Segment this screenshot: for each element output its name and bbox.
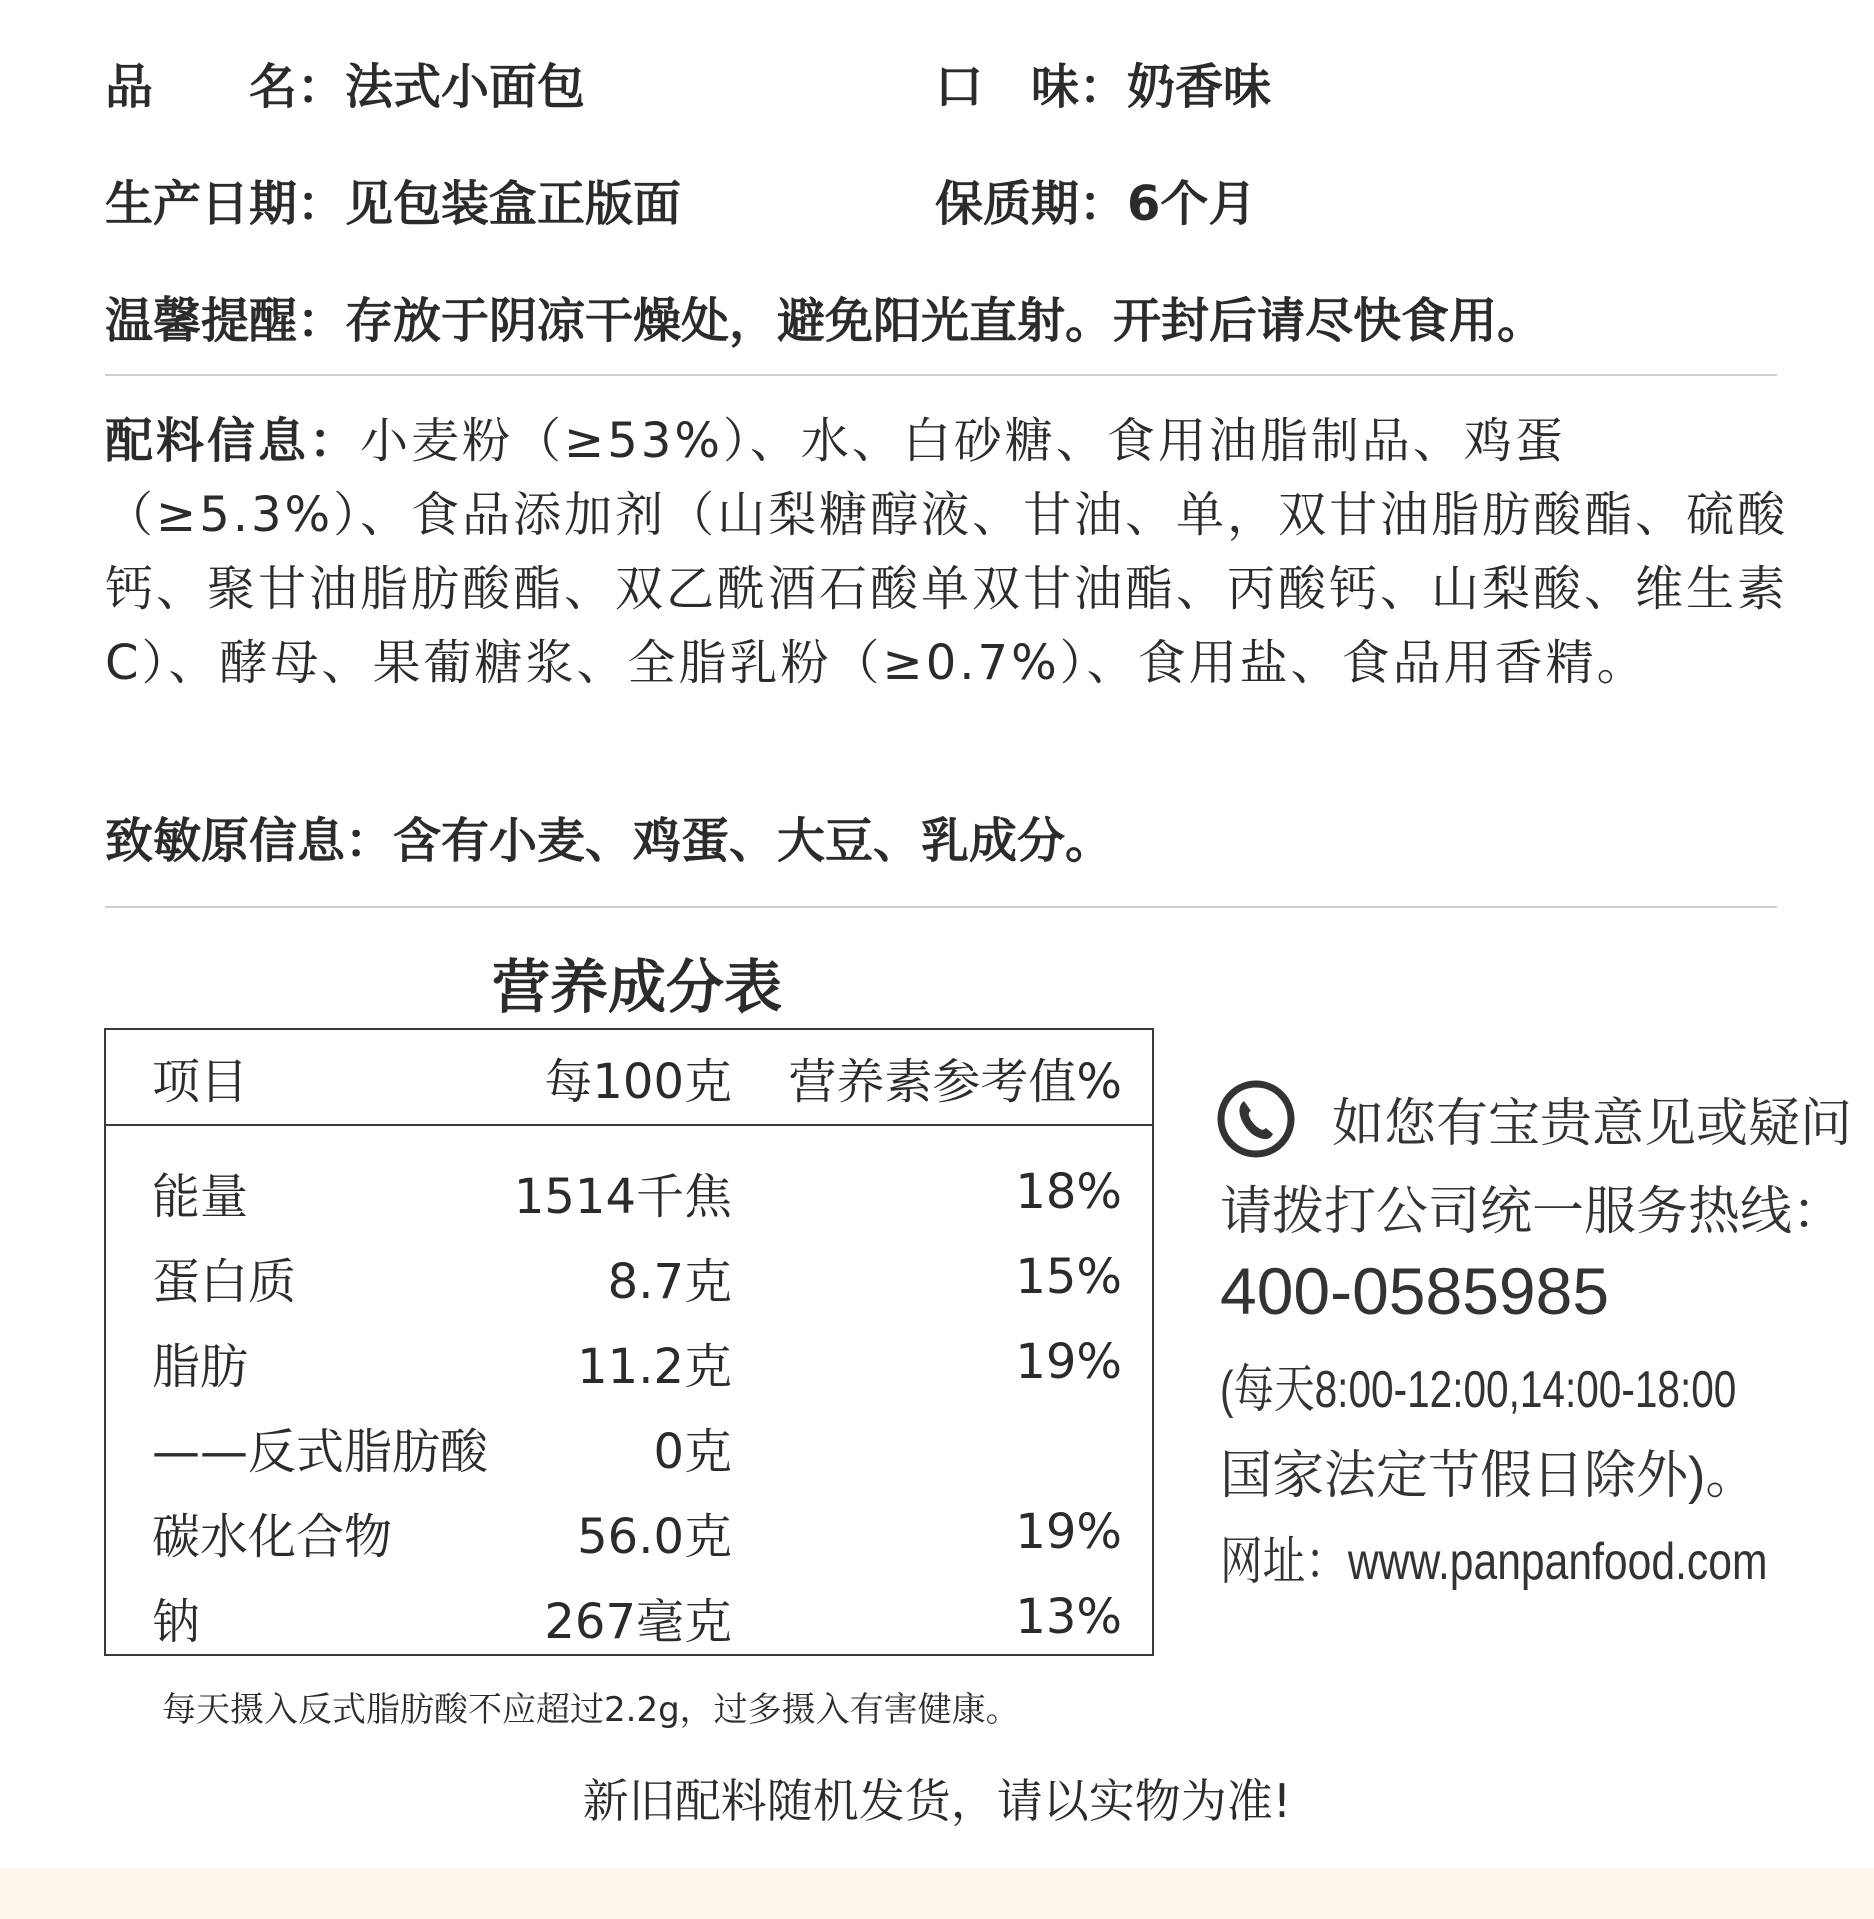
row-name: 钠 <box>152 1593 201 1650</box>
allergen-label: 致敏原信息： <box>105 813 394 869</box>
table-row-carbohydrate <box>106 1490 1152 1574</box>
row-name: 脂肪 <box>152 1338 249 1395</box>
production-date-label: 生产日期： <box>105 176 346 232</box>
ingredients-label: 配料信息： <box>105 413 361 469</box>
trans-fat-note: 每天摄入反式脂肪酸不应超过2.2g，过多摄入有害健康。 <box>162 1690 1020 1730</box>
table-row-trans-fat <box>106 1405 1152 1489</box>
product-name-value: 法式小面包 <box>345 59 586 115</box>
row-amount: 267毫克 <box>544 1593 732 1650</box>
header-per-100g: 每100克 <box>544 1053 732 1110</box>
phone-icon <box>1216 1079 1296 1159</box>
row-amount: 11.2克 <box>577 1338 732 1395</box>
row-name: 碳水化合物 <box>152 1508 393 1565</box>
shelf-life-label: 保质期： <box>935 176 1128 232</box>
nutrition-table <box>104 1028 1154 1656</box>
row-nrv: 18% <box>1015 1164 1122 1220</box>
row-amount: 56.0克 <box>577 1508 732 1565</box>
ingredients-text: 小麦粉（≥53%）、水、白砂糖、食用油脂制品、鸡蛋（≥5.3%）、食品添加剂（山梨糖醇液、甘油、单，双甘油脂肪酸酯、硫酸钙、聚甘油脂肪酸酯、双乙酰酒石酸单双甘油酯、丙酸钙、山梨酸、维生素C）、酵母、果葡糖浆、全脂乳粉（≥0.7%）、食用盐、食品用香精。 <box>105 413 1789 691</box>
shelf-life-row <box>935 165 1256 234</box>
contact-line-2: 请拨打公司统一服务热线： <box>1220 1183 1845 1241</box>
ingredients-block <box>105 404 1795 700</box>
nutrition-table-title: 营养成分表 <box>491 953 782 1021</box>
nutrition-table-header <box>106 1030 1152 1126</box>
header-nrv: 营养素参考值% <box>788 1053 1122 1110</box>
shelf-life-value: 6个月 <box>1127 176 1257 232</box>
production-date-value: 见包装盒正版面 <box>345 176 682 232</box>
storage-tip-label: 温馨提醒： <box>105 293 346 349</box>
row-name: ——反式脂肪酸 <box>152 1423 489 1480</box>
row-amount: 1514千焦 <box>513 1168 732 1225</box>
row-nrv: 15% <box>1015 1249 1122 1305</box>
allergen-text: 含有小麦、鸡蛋、大豆、乳成分。 <box>393 813 1114 869</box>
product-name-label: 品 名： <box>105 59 346 115</box>
divider-middle <box>105 906 1777 908</box>
service-hours-1: (每天8:00-12:00,14:00-18:00 <box>1220 1361 1737 1419</box>
hotline-number: 400-0585985 <box>1220 1254 1610 1328</box>
row-nrv: 13% <box>1015 1589 1122 1645</box>
row-nrv: 19% <box>1015 1504 1122 1560</box>
bottom-band <box>0 1868 1874 1919</box>
flavor-label: 口 味： <box>935 59 1128 115</box>
service-hours-2: 国家法定节假日除外)。 <box>1220 1447 1758 1505</box>
production-date-row <box>105 165 681 234</box>
row-amount: 0克 <box>653 1423 732 1480</box>
row-name: 能量 <box>152 1168 249 1225</box>
row-amount: 8.7克 <box>607 1253 732 1310</box>
header-item: 项目 <box>152 1053 249 1110</box>
website-link[interactable]: 网址：www.panpanfood.com <box>1220 1533 1768 1591</box>
storage-tip-row <box>105 282 1545 351</box>
contact-line-1: 如您有宝贵意见或疑问 <box>1332 1095 1853 1153</box>
flavor-row <box>935 48 1271 117</box>
storage-tip-value: 存放于阴凉干燥处，避免阳光直射。开封后请尽快食用。 <box>345 293 1546 349</box>
row-name: 蛋白质 <box>152 1253 297 1310</box>
product-name-row <box>105 48 585 117</box>
table-row-sodium <box>106 1575 1152 1659</box>
row-nrv: 19% <box>1015 1334 1122 1390</box>
allergen-row <box>105 802 1113 871</box>
table-row-fat <box>106 1320 1152 1404</box>
table-row-energy <box>106 1150 1152 1234</box>
batch-note: 新旧配料随机发货，请以实物为准! <box>582 1774 1292 1828</box>
divider-top <box>105 374 1777 376</box>
flavor-value: 奶香味 <box>1127 59 1272 115</box>
table-row-protein <box>106 1235 1152 1319</box>
